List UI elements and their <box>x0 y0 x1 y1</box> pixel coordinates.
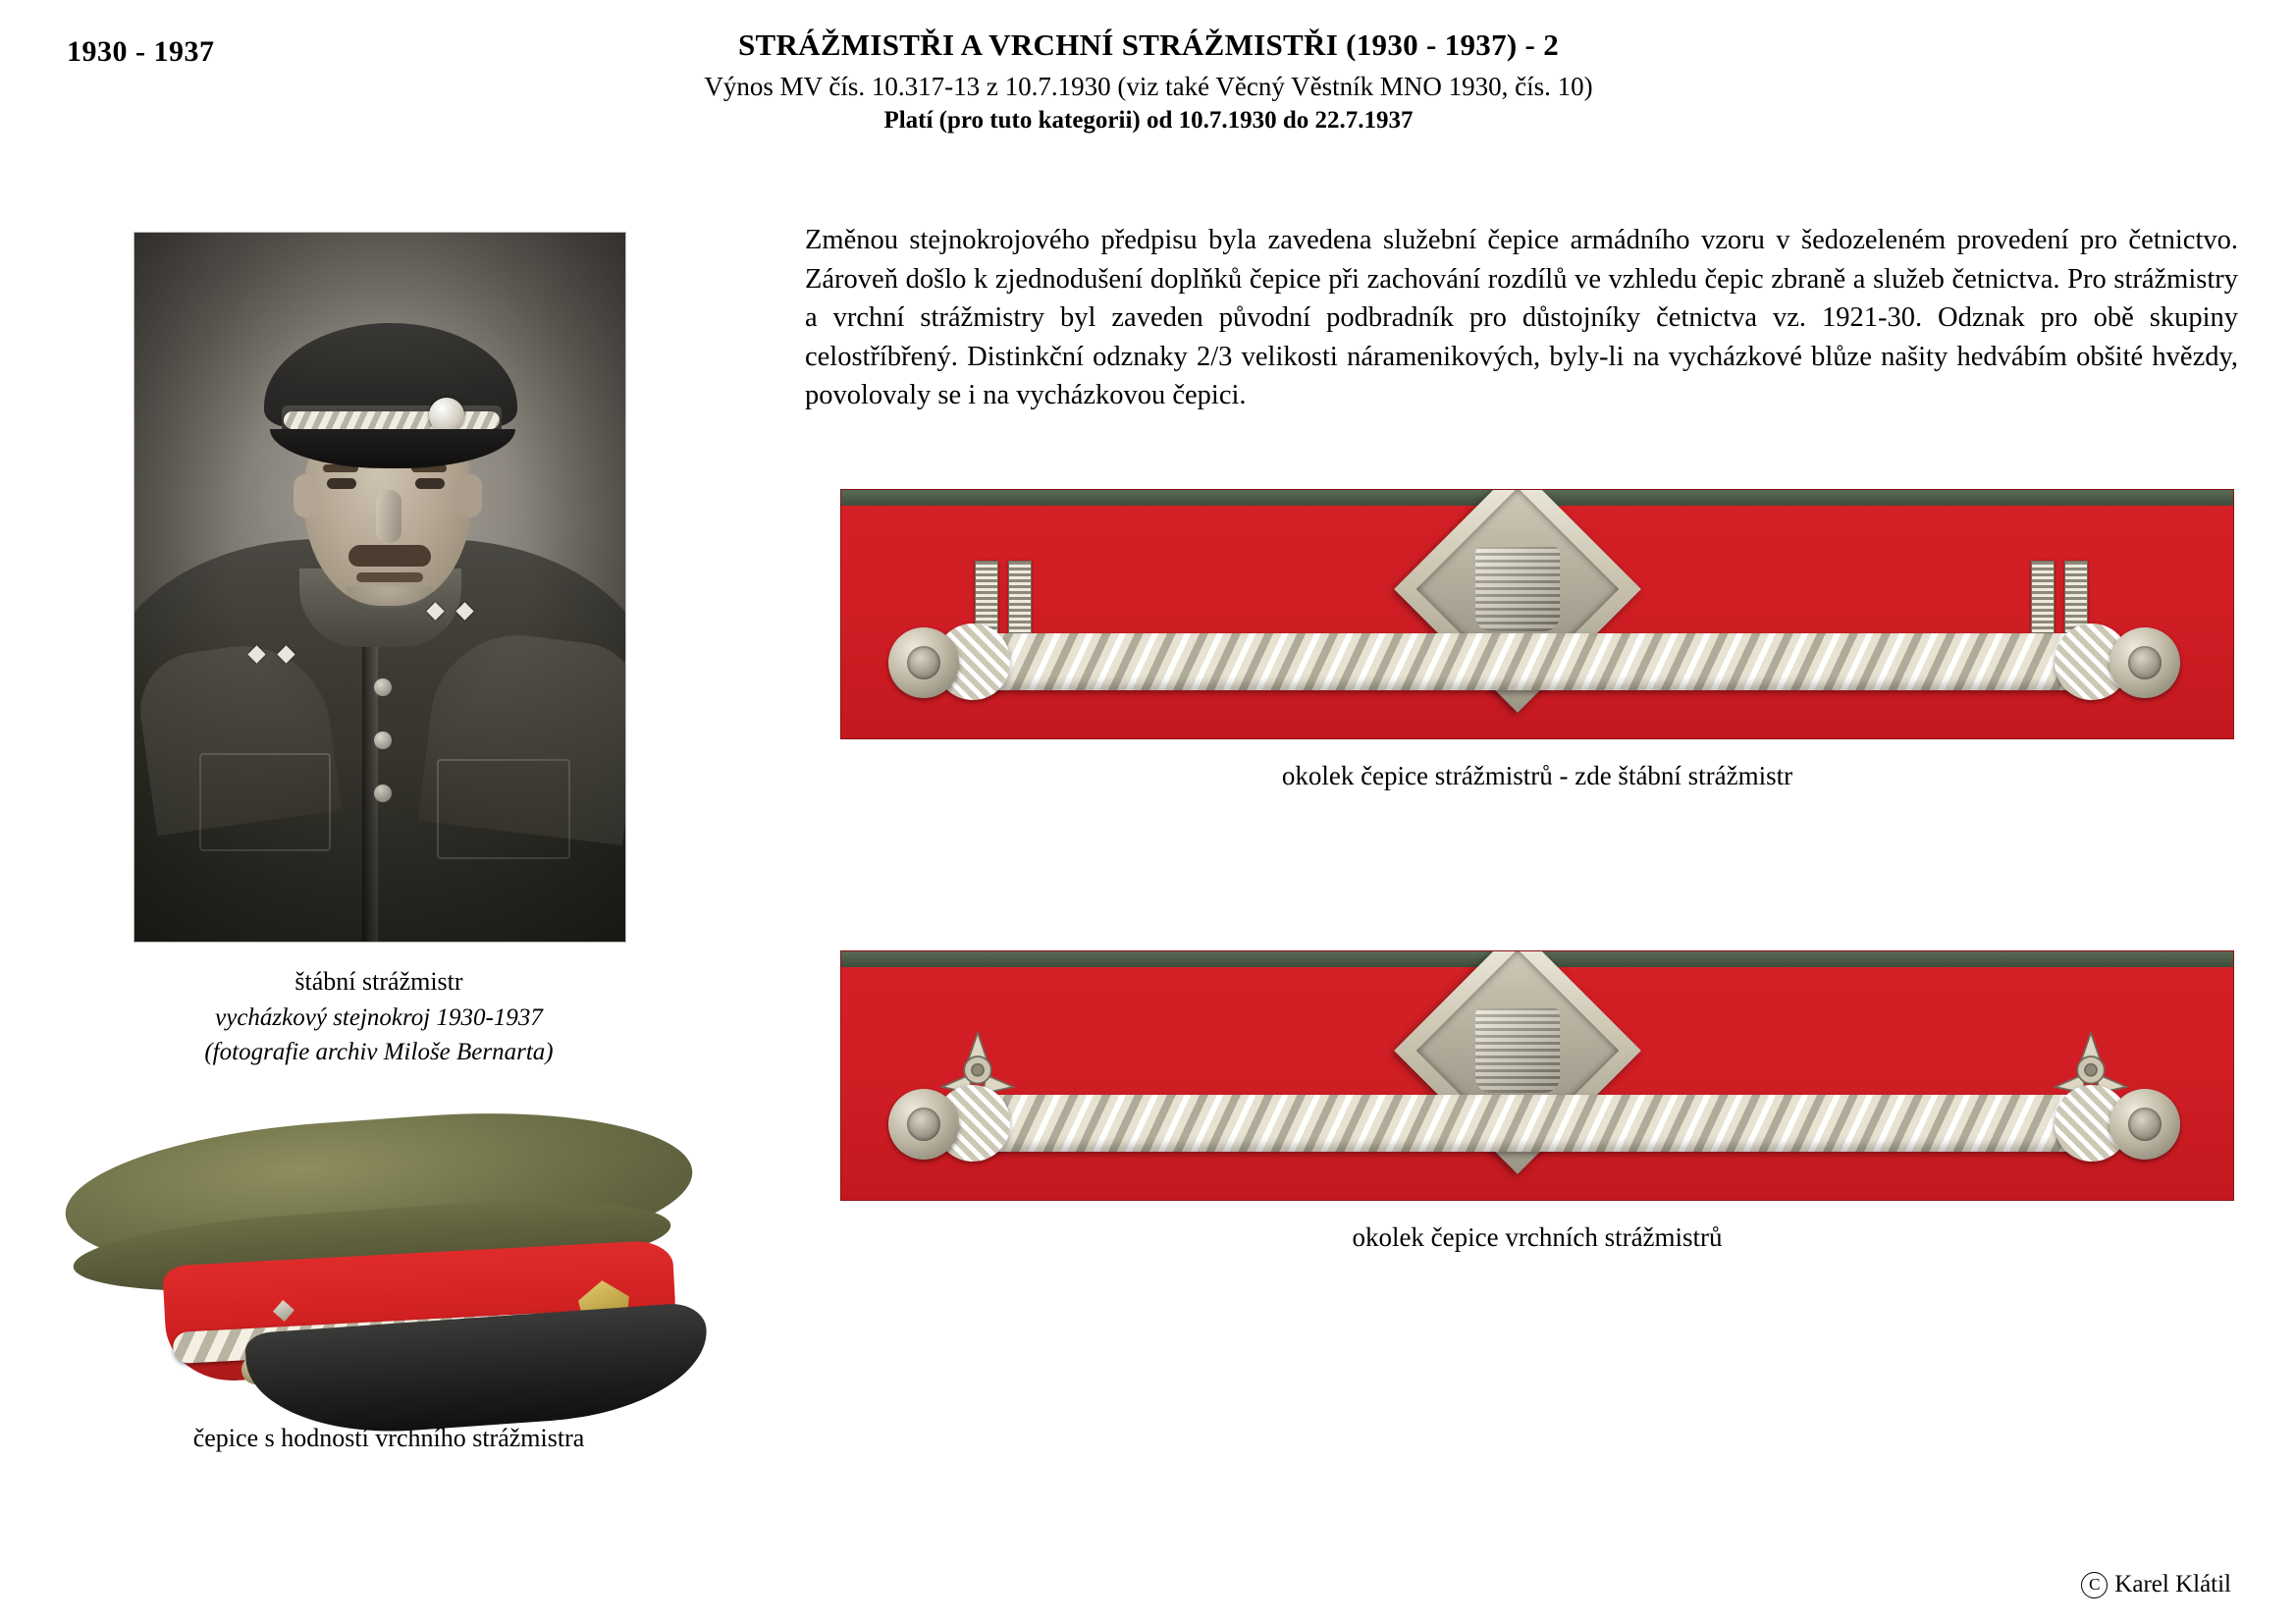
cap-band-illustration-2 <box>840 950 2234 1201</box>
portrait-figure <box>133 232 624 1070</box>
chin-cord-braid-icon <box>957 633 2125 690</box>
period-label: 1930 - 1937 <box>67 35 215 68</box>
cap-figure <box>55 1108 722 1453</box>
document-subtitle: Výnos MV čís. 10.317-13 z 10.7.1930 (viz také Věcný Věstník MNO 1930, čís. 10) <box>704 72 1593 101</box>
cap-band-illustration-1 <box>840 489 2234 739</box>
cap-photo <box>55 1108 722 1402</box>
cap-button-left-icon <box>888 627 959 698</box>
chin-cord-braid-icon <box>957 1095 2125 1152</box>
body-paragraph: Změnou stejnokrojového předpisu byla zavedena služební čepice armádního vzoru v šedozeleném provedení pro četnictvo. Zároveň došlo k zjednodušení doplňků čepice při zachování rozdílů ve vzhledu čepic zbraně a služeb četnictva. Pro strážmistry a vrchní strážmistry byl zaveden původní podbradník pro důstojníky četnictva vz. 1921-30. Odznak pro obě skupiny celostříbřený. Distinkční odznaky 2/3 velikosti náramenikových, byly-li na vycházkové blůze našity hedvábím obšité hvězdy, povolovaly se i na vycházkovou čepici. <box>805 225 2238 411</box>
rank-bar-icon <box>2064 561 2088 633</box>
copyright-text: Karel Klátil <box>2114 1571 2231 1597</box>
cap-button-right-icon <box>2109 627 2180 698</box>
copyright-notice <box>2081 1571 2231 1598</box>
portrait-caption-line1: štábní strážmistr <box>294 967 463 996</box>
cap-caption: čepice s hodností vrchního strážmistra <box>192 1424 585 1452</box>
rank-bar-icon <box>1008 561 1032 633</box>
portrait-caption-line2: vycházkový stejnokroj 1930-1937 <box>215 1003 543 1031</box>
rank-bar-icon <box>975 561 998 633</box>
portrait-caption-line3: (fotografie archiv Miloše Bernarta) <box>204 1039 554 1066</box>
rank-band-caption-2: okolek čepice vrchních strážmistrů <box>1352 1222 1723 1252</box>
rank-band-figure-1 <box>840 489 2234 791</box>
rank-bars-left <box>975 561 1032 633</box>
rank-bar-icon <box>2031 561 2055 633</box>
photo-vignette <box>134 233 625 942</box>
badge-shield <box>1475 1008 1560 1093</box>
document-header <box>412 27 1885 135</box>
page-title: STRÁŽMISTŘI A VRCHNÍ STRÁŽMISTŘI (1930 - 1937) - 2 <box>737 27 1560 62</box>
portrait-photo <box>133 232 626 943</box>
rank-band-caption-1: okolek čepice strážmistrů - zde štábní strážmistr <box>1281 761 1793 790</box>
cap-button-left-icon <box>888 1089 959 1160</box>
copyright-icon: C <box>2081 1572 2108 1598</box>
rank-band-figure-2 <box>840 950 2234 1253</box>
portrait-caption <box>133 964 624 1070</box>
badge-shield <box>1475 547 1560 631</box>
document-validity: Platí (pro tuto kategorii) od 10.7.1930 do 22.7.1937 <box>883 107 1414 134</box>
rank-bars-right <box>2031 561 2088 633</box>
cap-button-right-icon <box>2109 1089 2180 1160</box>
